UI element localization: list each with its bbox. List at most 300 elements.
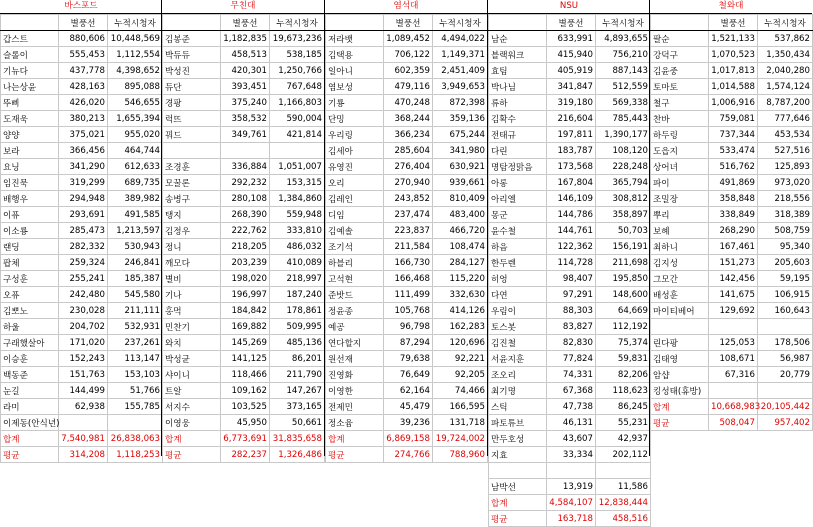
streamer-name-cell[interactable]: 이제동(안식년) — [1, 415, 59, 431]
total-stars-cell[interactable]: 4,584,107 — [547, 495, 596, 511]
streamer-name-cell[interactable]: 배행우 — [1, 191, 59, 207]
stars-cell[interactable]: 184,842 — [221, 303, 270, 319]
streamer-name-cell[interactable]: 조밀장 — [651, 191, 709, 207]
streamer-name-cell[interactable]: 이소룡 — [1, 223, 59, 239]
streamer-name-cell[interactable]: 남박선 — [489, 479, 547, 495]
stars-cell[interactable]: 197,811 — [547, 127, 596, 143]
stars-cell[interactable]: 759,081 — [709, 111, 758, 127]
viewers-cell[interactable]: 211,790 — [270, 367, 325, 383]
stars-cell[interactable]: 230,028 — [59, 303, 108, 319]
streamer-name-cell[interactable]: 우림이 — [489, 303, 547, 319]
stars-cell[interactable]: 270,940 — [384, 175, 433, 191]
header-blank-cell[interactable] — [1, 15, 59, 31]
viewers-cell[interactable]: 590,004 — [270, 111, 325, 127]
streamer-name-cell[interactable]: 이영한 — [326, 383, 384, 399]
stars-cell[interactable]: 338,849 — [709, 207, 758, 223]
header-stars-cell[interactable]: 별풍선 — [709, 15, 758, 31]
stars-cell[interactable]: 67,316 — [709, 367, 758, 383]
streamer-name-cell[interactable]: 단밍 — [326, 111, 384, 127]
streamer-name-cell[interactable]: 김세아 — [326, 143, 384, 159]
streamer-name-cell[interactable]: 강덕구 — [651, 47, 709, 63]
stars-cell[interactable]: 96,798 — [384, 319, 433, 335]
stars-cell[interactable]: 516,762 — [709, 159, 758, 175]
streamer-name-cell[interactable]: 정소윰 — [326, 415, 384, 431]
streamer-name-cell[interactable]: 최하니 — [651, 239, 709, 255]
stars-cell[interactable]: 358,848 — [709, 191, 758, 207]
streamer-name-cell[interactable]: 김택용 — [326, 47, 384, 63]
streamer-name-cell[interactable]: 듀단 — [163, 79, 221, 95]
streamer-name-cell[interactable]: 김확수 — [489, 111, 547, 127]
total-viewers-cell[interactable]: 26,838,063 — [108, 431, 163, 447]
stars-cell[interactable]: 13,919 — [547, 479, 596, 495]
header-viewers-cell[interactable]: 누적시청자 — [596, 15, 651, 31]
streamer-name-cell[interactable]: 김정우 — [163, 223, 221, 239]
stars-cell[interactable]: 336,884 — [221, 159, 270, 175]
viewers-cell[interactable]: 545,580 — [108, 287, 163, 303]
streamer-name-cell[interactable]: 류하 — [489, 95, 547, 111]
stars-cell[interactable]: 358,532 — [221, 111, 270, 127]
stars-cell[interactable]: 151,763 — [59, 367, 108, 383]
avg-viewers-cell[interactable]: 1,118,253 — [108, 447, 163, 463]
viewers-cell[interactable]: 162,283 — [433, 319, 488, 335]
stars-cell[interactable]: 151,273 — [709, 255, 758, 271]
stars-cell[interactable]: 470,248 — [384, 95, 433, 111]
streamer-name-cell[interactable]: 하블리 — [326, 255, 384, 271]
stars-cell[interactable] — [59, 415, 108, 431]
streamer-name-cell[interactable]: 전태규 — [489, 127, 547, 143]
viewers-cell[interactable]: 64,669 — [596, 303, 651, 319]
stars-cell[interactable]: 141,675 — [709, 287, 758, 303]
viewers-cell[interactable]: 1,213,597 — [108, 223, 163, 239]
viewers-cell[interactable]: 106,915 — [758, 287, 813, 303]
streamer-name-cell[interactable]: 배성훈 — [651, 287, 709, 303]
streamer-name-cell[interactable]: 조오리 — [489, 367, 547, 383]
viewers-cell[interactable]: 86,245 — [596, 399, 651, 415]
viewers-cell[interactable]: 1,574,124 — [758, 79, 813, 95]
streamer-name-cell[interactable]: 다연 — [489, 287, 547, 303]
viewers-cell[interactable]: 115,220 — [433, 271, 488, 287]
stars-cell[interactable]: 129,692 — [709, 303, 758, 319]
stars-cell[interactable]: 437,778 — [59, 63, 108, 79]
header-stars-cell[interactable]: 별풍선 — [59, 15, 108, 31]
streamer-name-cell[interactable]: 예공 — [326, 319, 384, 335]
stars-cell[interactable]: 87,294 — [384, 335, 433, 351]
viewers-cell[interactable]: 205,603 — [758, 255, 813, 271]
streamer-name-cell[interactable]: 송병구 — [163, 191, 221, 207]
streamer-name-cell[interactable]: 백동준 — [1, 367, 59, 383]
viewers-cell[interactable]: 55,231 — [596, 415, 651, 431]
streamer-name-cell[interactable]: 파이 — [651, 175, 709, 191]
streamer-name-cell[interactable]: 디임 — [326, 207, 384, 223]
streamer-name-cell[interactable]: 준밧드 — [326, 287, 384, 303]
stars-cell[interactable]: 1,521,133 — [709, 31, 758, 47]
streamer-name-cell[interactable]: 서지수 — [163, 399, 221, 415]
stars-cell[interactable]: 293,691 — [59, 207, 108, 223]
stars-cell[interactable]: 292,232 — [221, 175, 270, 191]
stars-cell[interactable]: 216,604 — [547, 111, 596, 127]
header-blank-cell[interactable] — [163, 15, 221, 31]
streamer-name-cell[interactable]: 와치 — [163, 335, 221, 351]
total-viewers-cell[interactable]: 19,724,002 — [433, 431, 488, 447]
stars-cell[interactable]: 166,730 — [384, 255, 433, 271]
streamer-name-cell[interactable]: 박듀듀 — [163, 47, 221, 63]
stars-cell[interactable]: 183,787 — [547, 143, 596, 159]
total-viewers-cell[interactable]: 20,105,442 — [758, 399, 813, 415]
streamer-name-cell[interactable]: 정니 — [163, 239, 221, 255]
header-blank-cell[interactable] — [326, 15, 384, 31]
stars-cell[interactable]: 108,671 — [709, 351, 758, 367]
stars-cell[interactable] — [221, 143, 270, 159]
streamer-name-cell[interactable]: 기나 — [163, 287, 221, 303]
viewers-cell[interactable]: 113,147 — [108, 351, 163, 367]
stars-cell[interactable]: 62,164 — [384, 383, 433, 399]
header-viewers-cell[interactable]: 누적시청자 — [433, 15, 488, 31]
streamer-name-cell[interactable]: 블랙워크 — [489, 47, 547, 63]
streamer-name-cell[interactable]: 트알 — [163, 383, 221, 399]
stars-cell[interactable]: 98,407 — [547, 271, 596, 287]
streamer-name-cell[interactable]: 최기명 — [489, 383, 547, 399]
stars-cell[interactable]: 602,359 — [384, 63, 433, 79]
viewers-cell[interactable]: 1,112,554 — [108, 47, 163, 63]
streamer-name-cell[interactable]: 꿔드 — [163, 127, 221, 143]
viewers-cell[interactable]: 453,534 — [758, 127, 813, 143]
streamer-name-cell[interactable]: 효팀 — [489, 63, 547, 79]
viewers-cell[interactable]: 108,474 — [433, 239, 488, 255]
viewers-cell[interactable]: 178,861 — [270, 303, 325, 319]
streamer-name-cell[interactable]: 모꿀론 — [163, 175, 221, 191]
stars-cell[interactable]: 82,830 — [547, 335, 596, 351]
viewers-cell[interactable]: 1,051,007 — [270, 159, 325, 175]
stars-cell[interactable]: 222,762 — [221, 223, 270, 239]
viewers-cell[interactable]: 1,390,177 — [596, 127, 651, 143]
streamer-name-cell[interactable]: 마이티베어 — [651, 303, 709, 319]
streamer-name-cell[interactable]: 이영웅 — [163, 415, 221, 431]
header-viewers-cell[interactable]: 누적시청자 — [758, 15, 813, 31]
streamer-name-cell[interactable]: 김뽀노 — [1, 303, 59, 319]
viewers-cell[interactable]: 895,088 — [108, 79, 163, 95]
viewers-cell[interactable]: 211,698 — [596, 255, 651, 271]
streamer-name-cell[interactable]: 구래했살아 — [1, 335, 59, 351]
total-label-cell[interactable]: 합계 — [163, 431, 221, 447]
avg-label-cell[interactable]: 평균 — [651, 415, 709, 431]
streamer-name-cell[interactable]: 저라뱃 — [326, 31, 384, 47]
streamer-name-cell[interactable]: 홍먹 — [163, 303, 221, 319]
stars-cell[interactable]: 45,950 — [221, 415, 270, 431]
stars-cell[interactable]: 426,020 — [59, 95, 108, 111]
streamer-name-cell[interactable]: 갑스트 — [1, 31, 59, 47]
viewers-cell[interactable]: 125,893 — [758, 159, 813, 175]
viewers-cell[interactable]: 318,389 — [758, 207, 813, 223]
viewers-cell[interactable]: 546,655 — [108, 95, 163, 111]
viewers-cell[interactable]: 246,841 — [108, 255, 163, 271]
stars-cell[interactable] — [709, 319, 758, 335]
stars-cell[interactable]: 1,182,835 — [221, 31, 270, 47]
stars-cell[interactable]: 111,499 — [384, 287, 433, 303]
stars-cell[interactable]: 375,021 — [59, 127, 108, 143]
stars-cell[interactable]: 223,837 — [384, 223, 433, 239]
viewers-cell[interactable]: 95,340 — [758, 239, 813, 255]
stars-cell[interactable]: 88,303 — [547, 303, 596, 319]
streamer-name-cell[interactable]: 그모간 — [651, 271, 709, 287]
viewers-cell[interactable]: 512,559 — [596, 79, 651, 95]
streamer-name-cell[interactable]: 스틱 — [489, 399, 547, 415]
viewers-cell[interactable]: 630,921 — [433, 159, 488, 175]
stars-cell[interactable]: 79,638 — [384, 351, 433, 367]
stars-cell[interactable]: 196,997 — [221, 287, 270, 303]
avg-stars-cell[interactable]: 163,718 — [547, 511, 596, 527]
streamer-name-cell[interactable]: 민찬기 — [163, 319, 221, 335]
stars-cell[interactable]: 144,761 — [547, 223, 596, 239]
stars-cell[interactable]: 211,584 — [384, 239, 433, 255]
viewers-cell[interactable]: 120,696 — [433, 335, 488, 351]
stars-cell[interactable]: 144,499 — [59, 383, 108, 399]
streamer-name-cell[interactable]: 정윤종 — [326, 303, 384, 319]
stars-cell[interactable]: 285,604 — [384, 143, 433, 159]
stars-cell[interactable]: 83,827 — [547, 319, 596, 335]
viewers-cell[interactable]: 237,261 — [108, 335, 163, 351]
total-stars-cell[interactable]: 6,773,691 — [221, 431, 270, 447]
stars-cell[interactable]: 319,180 — [547, 95, 596, 111]
total-label-cell[interactable]: 합계 — [489, 495, 547, 511]
stars-cell[interactable] — [547, 463, 596, 479]
viewers-cell[interactable]: 153,315 — [270, 175, 325, 191]
viewers-cell[interactable]: 51,766 — [108, 383, 163, 399]
streamer-name-cell[interactable]: 만두호성 — [489, 431, 547, 447]
streamer-name-cell[interactable]: 김지성 — [651, 255, 709, 271]
streamer-name-cell[interactable]: 일아니 — [326, 63, 384, 79]
header-stars-cell[interactable]: 별풍선 — [221, 15, 270, 31]
streamer-name-cell[interactable]: 전제민 — [326, 399, 384, 415]
streamer-name-cell[interactable]: 김레인 — [326, 191, 384, 207]
viewers-cell[interactable]: 92,221 — [433, 351, 488, 367]
viewers-cell[interactable]: 756,210 — [596, 47, 651, 63]
avg-label-cell[interactable]: 평균 — [489, 511, 547, 527]
stars-cell[interactable]: 341,847 — [547, 79, 596, 95]
stars-cell[interactable]: 198,020 — [221, 271, 270, 287]
viewers-cell[interactable]: 108,120 — [596, 143, 651, 159]
viewers-cell[interactable]: 341,980 — [433, 143, 488, 159]
stars-cell[interactable]: 166,468 — [384, 271, 433, 287]
viewers-cell[interactable]: 1,350,434 — [758, 47, 813, 63]
viewers-cell[interactable]: 20,779 — [758, 367, 813, 383]
viewers-cell[interactable]: 118,623 — [596, 383, 651, 399]
streamer-name-cell[interactable]: 몽군 — [489, 207, 547, 223]
stars-cell[interactable]: 203,239 — [221, 255, 270, 271]
streamer-name-cell[interactable]: 랜딩 — [1, 239, 59, 255]
total-label-cell[interactable]: 합계 — [326, 431, 384, 447]
viewers-cell[interactable]: 308,812 — [596, 191, 651, 207]
viewers-cell[interactable]: 333,810 — [270, 223, 325, 239]
streamer-name-cell[interactable]: 지효 — [489, 447, 547, 463]
stars-cell[interactable]: 242,480 — [59, 287, 108, 303]
viewers-cell[interactable]: 421,814 — [270, 127, 325, 143]
streamer-name-cell[interactable]: 요닝 — [1, 159, 59, 175]
viewers-cell[interactable]: 332,630 — [433, 287, 488, 303]
streamer-name-cell[interactable]: 윤수철 — [489, 223, 547, 239]
viewers-cell[interactable]: 218,556 — [758, 191, 813, 207]
stars-cell[interactable]: 146,109 — [547, 191, 596, 207]
viewers-cell[interactable]: 59,831 — [596, 351, 651, 367]
header-stars-cell[interactable]: 별풍선 — [384, 15, 433, 31]
viewers-cell[interactable]: 4,398,652 — [108, 63, 163, 79]
streamer-name-cell[interactable]: 파토튜브 — [489, 415, 547, 431]
header-blank-cell[interactable] — [651, 15, 709, 31]
streamer-name-cell[interactable]: 유영진 — [326, 159, 384, 175]
streamer-name-cell[interactable]: 하음 — [489, 239, 547, 255]
stars-cell[interactable]: 479,116 — [384, 79, 433, 95]
streamer-name-cell[interactable]: 킹성태(휴방) — [651, 383, 709, 399]
viewers-cell[interactable]: 777,646 — [758, 111, 813, 127]
streamer-name-cell[interactable]: 남순 — [489, 31, 547, 47]
streamer-name-cell[interactable]: 기룡 — [326, 95, 384, 111]
viewers-cell[interactable]: 373,165 — [270, 399, 325, 415]
streamer-name-cell[interactable]: 오퓨 — [1, 287, 59, 303]
streamer-name-cell[interactable]: 양양 — [1, 127, 59, 143]
stars-cell[interactable]: 368,244 — [384, 111, 433, 127]
viewers-cell[interactable]: 148,600 — [596, 287, 651, 303]
streamer-name-cell[interactable]: 서윤지훈 — [489, 351, 547, 367]
viewers-cell[interactable]: 42,937 — [596, 431, 651, 447]
streamer-name-cell[interactable]: 하두링 — [651, 127, 709, 143]
streamer-name-cell[interactable]: 하울 — [1, 319, 59, 335]
streamer-name-cell[interactable]: 연다할지 — [326, 335, 384, 351]
viewers-cell[interactable]: 389,982 — [108, 191, 163, 207]
total-stars-cell[interactable]: 10,668,983 — [709, 399, 758, 415]
viewers-cell[interactable] — [758, 319, 813, 335]
streamer-name-cell[interactable]: 임진묵 — [1, 175, 59, 191]
viewers-cell[interactable]: 1,250,766 — [270, 63, 325, 79]
stars-cell[interactable]: 105,768 — [384, 303, 433, 319]
stars-cell[interactable]: 341,290 — [59, 159, 108, 175]
streamer-name-cell[interactable]: 뿌리 — [651, 207, 709, 223]
viewers-cell[interactable]: 160,643 — [758, 303, 813, 319]
viewers-cell[interactable]: 75,374 — [596, 335, 651, 351]
viewers-cell[interactable]: 530,943 — [108, 239, 163, 255]
header-viewers-cell[interactable]: 누적시청자 — [108, 15, 163, 31]
streamer-name-cell[interactable]: 아리엘 — [489, 191, 547, 207]
streamer-name-cell[interactable]: 조경훈 — [163, 159, 221, 175]
stars-cell[interactable]: 67,368 — [547, 383, 596, 399]
avg-viewers-cell[interactable]: 1,326,486 — [270, 447, 325, 463]
streamer-name-cell[interactable]: 별비 — [163, 271, 221, 287]
streamer-name-cell[interactable]: 라미 — [1, 399, 59, 415]
stars-cell[interactable]: 366,234 — [384, 127, 433, 143]
viewers-cell[interactable]: 1,384,860 — [270, 191, 325, 207]
stars-cell[interactable]: 1,089,452 — [384, 31, 433, 47]
viewers-cell[interactable]: 131,718 — [433, 415, 488, 431]
viewers-cell[interactable]: 466,720 — [433, 223, 488, 239]
stars-cell[interactable]: 33,334 — [547, 447, 596, 463]
stars-cell[interactable]: 77,824 — [547, 351, 596, 367]
stars-cell[interactable]: 109,162 — [221, 383, 270, 399]
stars-cell[interactable]: 458,513 — [221, 47, 270, 63]
streamer-name-cell[interactable]: 다린 — [489, 143, 547, 159]
stars-cell[interactable]: 366,456 — [59, 143, 108, 159]
streamer-name-cell[interactable]: 눈길 — [1, 383, 59, 399]
viewers-cell[interactable]: 955,020 — [108, 127, 163, 143]
stars-cell[interactable]: 47,738 — [547, 399, 596, 415]
viewers-cell[interactable]: 973,020 — [758, 175, 813, 191]
viewers-cell[interactable]: 508,759 — [758, 223, 813, 239]
stars-cell[interactable]: 1,014,588 — [709, 79, 758, 95]
header-viewers-cell[interactable]: 누적시청자 — [270, 15, 325, 31]
stars-cell[interactable]: 255,241 — [59, 271, 108, 287]
stars-cell[interactable]: 218,205 — [221, 239, 270, 255]
viewers-cell[interactable]: 202,112 — [596, 447, 651, 463]
total-viewers-cell[interactable]: 31,835,658 — [270, 431, 325, 447]
streamer-name-cell[interactable] — [651, 319, 709, 335]
streamer-name-cell[interactable]: 박성균 — [163, 351, 221, 367]
stars-cell[interactable]: 145,269 — [221, 335, 270, 351]
header-stars-cell[interactable]: 별풍선 — [547, 15, 596, 31]
viewers-cell[interactable] — [596, 463, 651, 479]
streamer-name-cell[interactable]: 팔순 — [651, 31, 709, 47]
stars-cell[interactable]: 76,649 — [384, 367, 433, 383]
stars-cell[interactable]: 142,456 — [709, 271, 758, 287]
viewers-cell[interactable]: 485,136 — [270, 335, 325, 351]
stars-cell[interactable]: 173,568 — [547, 159, 596, 175]
stars-cell[interactable]: 122,362 — [547, 239, 596, 255]
streamer-name-cell[interactable]: 한두렌 — [489, 255, 547, 271]
avg-stars-cell[interactable]: 508,047 — [709, 415, 758, 431]
stars-cell[interactable]: 62,938 — [59, 399, 108, 415]
stars-cell[interactable]: 405,919 — [547, 63, 596, 79]
viewers-cell[interactable]: 1,149,371 — [433, 47, 488, 63]
streamer-name-cell[interactable]: 고석현 — [326, 271, 384, 287]
streamer-name-cell[interactable]: 박나님 — [489, 79, 547, 95]
total-stars-cell[interactable]: 7,540,981 — [59, 431, 108, 447]
streamer-name-cell[interactable]: 박성진 — [163, 63, 221, 79]
viewers-cell[interactable]: 527,516 — [758, 143, 813, 159]
viewers-cell[interactable]: 509,995 — [270, 319, 325, 335]
streamer-name-cell[interactable]: 구성훈 — [1, 271, 59, 287]
stars-cell[interactable]: 1,006,916 — [709, 95, 758, 111]
viewers-cell[interactable]: 284,127 — [433, 255, 488, 271]
stars-cell[interactable]: 294,948 — [59, 191, 108, 207]
streamer-name-cell[interactable]: 도읍지 — [651, 143, 709, 159]
total-stars-cell[interactable]: 6,869,158 — [384, 431, 433, 447]
avg-stars-cell[interactable]: 282,237 — [221, 447, 270, 463]
stars-cell[interactable] — [709, 383, 758, 399]
avg-label-cell[interactable]: 평균 — [326, 447, 384, 463]
stars-cell[interactable]: 103,525 — [221, 399, 270, 415]
total-label-cell[interactable]: 합계 — [1, 431, 59, 447]
viewers-cell[interactable]: 211,111 — [108, 303, 163, 319]
viewers-cell[interactable]: 74,466 — [433, 383, 488, 399]
streamer-name-cell[interactable]: 아롱 — [489, 175, 547, 191]
viewers-cell[interactable]: 365,794 — [596, 175, 651, 191]
stars-cell[interactable]: 491,869 — [709, 175, 758, 191]
viewers-cell[interactable]: 559,948 — [270, 207, 325, 223]
stars-cell[interactable]: 428,163 — [59, 79, 108, 95]
stars-cell[interactable]: 45,479 — [384, 399, 433, 415]
viewers-cell[interactable]: 414,126 — [433, 303, 488, 319]
viewers-cell[interactable] — [270, 143, 325, 159]
streamer-name-cell[interactable]: 팝체 — [1, 255, 59, 271]
stars-cell[interactable]: 380,213 — [59, 111, 108, 127]
viewers-cell[interactable]: 358,897 — [596, 207, 651, 223]
viewers-cell[interactable]: 410,089 — [270, 255, 325, 271]
streamer-name-cell[interactable]: 탱지 — [163, 207, 221, 223]
streamer-name-cell[interactable]: 토마토 — [651, 79, 709, 95]
streamer-name-cell[interactable]: 샤이니 — [163, 367, 221, 383]
streamer-name-cell[interactable]: 염보성 — [326, 79, 384, 95]
viewers-cell[interactable]: 785,443 — [596, 111, 651, 127]
stars-cell[interactable]: 141,125 — [221, 351, 270, 367]
avg-stars-cell[interactable]: 314,208 — [59, 447, 108, 463]
streamer-name-cell[interactable]: 우리링 — [326, 127, 384, 143]
stars-cell[interactable]: 268,290 — [709, 223, 758, 239]
